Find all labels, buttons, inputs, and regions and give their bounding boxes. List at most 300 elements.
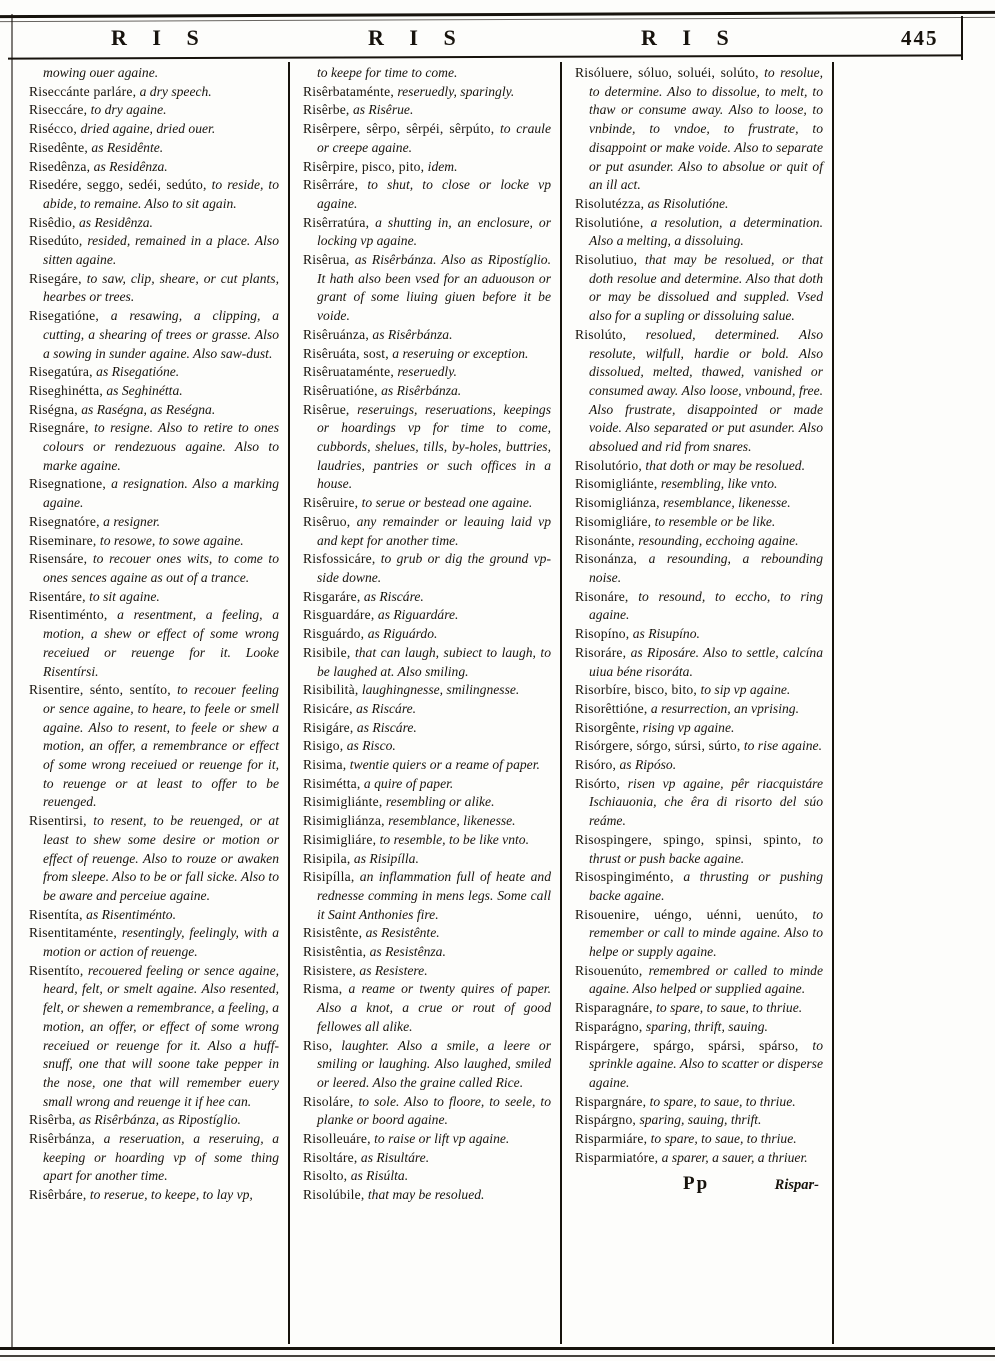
- headword: Risentiménto,: [29, 607, 108, 623]
- dictionary-entry: [29, 419, 279, 475]
- headword: Risguardáre,: [303, 607, 375, 623]
- signature-mark: Pp: [683, 1173, 710, 1195]
- dictionary-entry: [575, 1018, 823, 1037]
- definition-text: to resolue, to determine. Also to dissolue, to melt, to thaw or consume away. Also to loose, to vnbinde, to vndoe, to frustrate, to disappoint or make voide. Also to separate or put asunder. Also to absolue or quit of an ill act.: [589, 65, 824, 193]
- definition-text: as Risupíno.: [632, 626, 700, 642]
- definition-text: to resigne. Also to retire to ones colours or rendezuous againe. Also to marke againe.: [43, 420, 279, 473]
- headword: Risgaráre,: [303, 588, 361, 604]
- headword: Risparmiáre,: [575, 1131, 648, 1147]
- headword: Risegnatóre,: [29, 513, 100, 529]
- dictionary-entry: [575, 737, 823, 756]
- dictionary-entry: [29, 1186, 279, 1205]
- dictionary-entry: [303, 214, 551, 251]
- headword: Risentire, sénto, sentíto,: [29, 682, 171, 698]
- headword: Riségna,: [29, 401, 78, 417]
- dictionary-entry: [575, 532, 823, 551]
- dictionary-entry: [303, 588, 551, 607]
- definition-text: to saw, clip, sheare, or cut plants, hearbes or trees.: [43, 270, 279, 305]
- definition-text: a resounding, a rebounding noise.: [589, 551, 823, 585]
- headword: Risibilità,: [303, 682, 359, 698]
- headword: Risêrua,: [303, 252, 350, 268]
- headword: Risécco,: [29, 121, 78, 137]
- definition-text: resembling, like vnto.: [660, 476, 778, 492]
- headword: Risêrpire, pisco, pito,: [303, 158, 425, 174]
- dictionary-entry: [303, 793, 551, 812]
- headword: Risistere,: [303, 962, 356, 978]
- headword: Risfossicáre,: [303, 551, 376, 567]
- definition-text: as Risúlta.: [350, 1168, 409, 1184]
- dictionary-entry: [575, 700, 823, 719]
- dictionary-entry: [575, 719, 823, 738]
- dictionary-entry: [29, 270, 279, 307]
- dictionary-entry: [29, 214, 279, 233]
- headword: Risegatióne,: [29, 308, 99, 324]
- headword: Risentáre,: [29, 588, 86, 604]
- dictionary-column-2: [290, 62, 562, 1344]
- definition-text: as Risêrbánza. Also as Ripostíglio. It hath also been vsed for an aduouson or grant of some liuing giuen before it be voide.: [317, 252, 551, 324]
- headword: Risêrbáre,: [29, 1187, 87, 1203]
- headword: Risêrpere, sêrpo, sêrpéi, sêrpúto,: [303, 121, 495, 137]
- dictionary-entry: [303, 345, 551, 364]
- definition-text: as Ripóso.: [619, 757, 677, 773]
- dictionary-entry: [303, 775, 551, 794]
- definition-text: reseruedly.: [397, 364, 457, 380]
- dictionary-entry: [303, 83, 551, 102]
- definition-text: to sole. Also to floore, to seele, to planke or boord againe.: [317, 1093, 551, 1128]
- definition-text: remembred or called to minde againe. Also helped or supplied againe.: [589, 962, 823, 997]
- dictionary-entry: [29, 550, 279, 587]
- headword: Risopíno,: [575, 626, 630, 642]
- dictionary-entry: [303, 326, 551, 345]
- headword: Risêruáta, sost,: [303, 345, 389, 361]
- definition-text: as Riscáre.: [356, 719, 417, 735]
- definition-text: a reseruing or exception.: [392, 345, 529, 361]
- headword: Risolutiuo,: [575, 252, 638, 268]
- definition-text: a dry speech.: [139, 83, 212, 99]
- definition-text: to spare, to saue, to thriue.: [656, 1000, 803, 1016]
- definition-text: resemblance, likenesse.: [388, 813, 516, 829]
- headword: Risouenire, uéngo, uénni, uenúto,: [575, 906, 798, 922]
- dictionary-entry: [303, 924, 551, 943]
- dictionary-entry: [29, 812, 279, 906]
- dictionary-entry: [29, 120, 279, 139]
- dictionary-entry: [303, 606, 551, 625]
- headword: Risparmiatóre,: [575, 1149, 659, 1165]
- dictionary-entry: [575, 1130, 823, 1149]
- headword: Risimétta,: [303, 775, 361, 791]
- headword: Risórgere, sórgo, súrsi, súrto,: [575, 738, 741, 754]
- definition-text: resounding, ecchoing againe.: [638, 532, 799, 548]
- dictionary-entry: [29, 83, 279, 102]
- definition-text: laughter. Also a smile, a leere or smiling or laughing. Also laughed, smiled or leered. Also the graine called Rice.: [317, 1037, 551, 1090]
- definition-text: a shutting in, an enclosure, or locking vp againe.: [317, 214, 551, 249]
- dictionary-entry: [303, 513, 551, 550]
- dictionary-entry: [29, 681, 279, 812]
- headword: Risêruataménte,: [303, 364, 394, 380]
- dictionary-entry: [303, 812, 551, 831]
- headword: Risedênza,: [29, 158, 91, 174]
- headword: Risolleuáre,: [303, 1131, 371, 1147]
- dictionary-entry: [29, 906, 279, 925]
- dictionary-entry: [29, 363, 279, 382]
- headword: Risêruánza,: [303, 326, 369, 342]
- bottom-border-rule: [0, 1347, 995, 1350]
- headword: Risentíto,: [29, 962, 84, 978]
- dictionary-entry: [575, 1037, 823, 1093]
- definition-text: that doth or may be resolued.: [645, 457, 805, 473]
- definition-text: a resolution, a determination. Also a melting, a dissoluing.: [589, 214, 823, 249]
- headword: Risospingere, spingo, spinsi, spinto,: [575, 831, 802, 847]
- definition-text: to resemble or be like.: [654, 513, 776, 529]
- headword: Risedúto,: [29, 233, 83, 249]
- headword: Risouenúto,: [575, 962, 643, 978]
- headword: Risparágno,: [575, 1018, 643, 1034]
- definition-text: to rise againe.: [743, 738, 822, 754]
- headword: Risipílla,: [303, 869, 355, 885]
- headword: Risoltáre,: [303, 1149, 358, 1165]
- headword: Risguárdo,: [303, 626, 365, 642]
- left-border-rule: [11, 14, 13, 1350]
- headword: Riseccánte parláre,: [29, 83, 137, 99]
- headword: Risensáre,: [29, 551, 88, 567]
- headword: Risóro,: [575, 757, 617, 773]
- headword: Risêruo,: [303, 513, 351, 529]
- dictionary-entry: [303, 176, 551, 213]
- headword: Risêrbataménte,: [303, 83, 394, 99]
- definition-text: as Resistênza.: [369, 944, 446, 960]
- headword: Risonáre,: [575, 588, 629, 604]
- dictionary-entry: [303, 737, 551, 756]
- dictionary-entry: [575, 64, 823, 195]
- dictionary-entry: [303, 868, 551, 924]
- definition-text: as Riscáre.: [363, 588, 424, 604]
- headword: Risegnáre,: [29, 420, 89, 436]
- headword: Rispargnáre,: [575, 1093, 647, 1109]
- definition-text: a quire of paper.: [363, 775, 454, 791]
- definition-text: risen vp againe, pêr riacquistáre Ischiauonia, che êra di risorto del súo reáme.: [589, 775, 823, 829]
- headword: Risêdio,: [29, 214, 76, 230]
- running-title-center: R I S: [368, 25, 466, 50]
- dictionary-entry: [575, 775, 823, 831]
- headword: Risma,: [303, 981, 343, 997]
- dictionary-entry: [575, 457, 823, 476]
- dictionary-entry: [29, 101, 279, 120]
- headword: Risolúto,: [575, 326, 627, 342]
- dictionary-entry: [575, 588, 823, 625]
- page-header: [16, 20, 979, 56]
- dictionary-entry: [303, 644, 551, 681]
- dictionary-entry: [575, 681, 823, 700]
- definition-text: reseruedly, sparingly.: [397, 83, 515, 99]
- dictionary-entry: [303, 550, 551, 587]
- headword: Risicáre,: [303, 700, 353, 716]
- dictionary-entry: [303, 1149, 551, 1168]
- definition-text: as Risegatióne.: [96, 364, 180, 380]
- definition-text: as Risipílla.: [353, 850, 419, 866]
- dictionary-entry: [575, 625, 823, 644]
- dictionary-entry: [29, 532, 279, 551]
- definition-text: recouered feeling or sence againe, heard, felt, or smelt againe. Also resented, felt, or shewen a remembrance, a feeling, a motion, an offer, or effect of some wrong receiued or reuenge for it. Also a huff-snuff, one that will soone take pepper in the nose, one that will remember euery small wrong and reuenge it if hee can.: [43, 962, 279, 1109]
- dictionary-entry: [303, 850, 551, 869]
- definition-text: to spare, to saue, to thriue.: [649, 1093, 796, 1109]
- headword: Rispárgno,: [575, 1112, 637, 1128]
- headword: Risomigliánte,: [575, 476, 658, 492]
- definition-text: resentingly, feelingly, with a motion or action of reuenge.: [43, 925, 280, 960]
- headword: Risimigliánza,: [303, 813, 385, 829]
- dictionary-entry: [303, 158, 551, 177]
- definition-text: to remember or call to minde againe. Also to helpe or supply againe.: [589, 906, 823, 960]
- headword: Risegáre,: [29, 270, 82, 286]
- definition-text: dried againe, dried ouer.: [80, 121, 216, 137]
- bottom-border-rule-2: [0, 1355, 995, 1357]
- headword: Riseccáre,: [29, 102, 88, 118]
- headword: Risolutézza,: [575, 195, 645, 211]
- definition-text: as Riscáre.: [356, 700, 417, 716]
- definition-text: resembling or alike.: [385, 794, 495, 810]
- headword: Risolutório,: [575, 457, 642, 473]
- headword: Risegnatione,: [29, 476, 106, 492]
- definition-text: that may be resolued, or that doth resolue and determine. Also that doth or may be dissolued and suppled. Vsed also for a supling or dissoluing salue.: [589, 252, 824, 324]
- definition-text: to serue or bestead one againe.: [361, 495, 533, 511]
- dictionary-entry: [303, 681, 551, 700]
- dictionary-entry: [29, 588, 279, 607]
- dictionary-entry: [575, 494, 823, 513]
- dictionary-entry: [575, 195, 823, 214]
- definition-text: to reserue, to keepe, to lay vp,: [89, 1187, 253, 1203]
- definition-text: as Resistere.: [359, 962, 428, 978]
- dictionary-entry: [29, 307, 279, 363]
- headword: Risorbíre, bisco, bito,: [575, 682, 698, 698]
- dictionary-entry: [29, 139, 279, 158]
- headword: Risórto,: [575, 775, 621, 791]
- definition-text: as Risêrbánza.: [372, 326, 453, 342]
- dictionary-entry: [303, 943, 551, 962]
- definition-text: to resound, to eccho, to ring againe.: [589, 588, 823, 623]
- headword: Risigo,: [303, 738, 344, 754]
- definition-text: as Riguárdo.: [367, 626, 438, 642]
- dictionary-entry: [303, 831, 551, 850]
- headword: Risedére, seggo, sedéi, sedúto,: [29, 177, 207, 193]
- headword: Risêrba,: [29, 1112, 76, 1128]
- dictionary-entry: [303, 962, 551, 981]
- dictionary-entry: [303, 1037, 551, 1093]
- definition-text: resolued, determined. Also resolute, wilfull, hardie or bold. Also dissolued, melted, thawed, vanished or consumed away. Also loose, vnbound, free. Also frustrate, disappointed or made voide. Also separated or put asunder. Also absolued and rid from snares.: [589, 326, 823, 455]
- definition-text: a sparer, a sauer, a thriuer.: [661, 1149, 808, 1165]
- headword: Riso,: [303, 1037, 333, 1053]
- definition-text: resemblance, likenesse.: [663, 495, 791, 511]
- definition-text: as Residênza.: [78, 214, 153, 230]
- continuation-text: to keepe for time to come.: [317, 65, 458, 80]
- definition-text: a reame or twenty quires of paper. Also a knot, a crue or rout of good fellowes all alike.: [317, 981, 551, 1034]
- dictionary-entry: [303, 756, 551, 775]
- dictionary-entry: [303, 1130, 551, 1149]
- dictionary-entry: [575, 756, 823, 775]
- dictionary-entry: [29, 232, 279, 269]
- dictionary-entry: [303, 625, 551, 644]
- dictionary-entry: [29, 475, 279, 512]
- dictionary-entry: [303, 251, 551, 326]
- headword: Risomigliánza,: [575, 495, 660, 511]
- definition-text: laughingnesse, smilingnesse.: [361, 682, 520, 698]
- dictionary-entry: [29, 513, 279, 532]
- definition-text: a resawing, a clipping, a cutting, a shearing of trees or grasse. Also a sowing in sunder againe. Also saw-dust.: [43, 308, 279, 361]
- headword: Risipila,: [303, 850, 351, 866]
- headword: Risorgênte,: [575, 719, 640, 735]
- headword: Risolúbile,: [303, 1187, 365, 1203]
- dictionary-entry: [29, 176, 279, 213]
- dictionary-entry: [29, 924, 279, 961]
- headword: Risedênte,: [29, 139, 89, 155]
- definition-text: to sit againe.: [89, 588, 160, 604]
- headword: Risêrbánza,: [29, 1131, 95, 1147]
- definition-text: that can laugh, subiect to laugh, to be laughed at. Also smiling.: [317, 644, 551, 679]
- definition-text: twentie quiers or a reame of paper.: [349, 757, 540, 773]
- definition-text: a resigner.: [103, 513, 161, 529]
- headword: Riseghinétta,: [29, 382, 103, 398]
- running-title-right: R I S: [641, 25, 739, 50]
- dictionary-entry: [303, 719, 551, 738]
- dictionary-entry: [575, 1093, 823, 1112]
- headword: Risonánte,: [575, 532, 635, 548]
- dictionary-entry: [303, 1093, 551, 1130]
- headword: Risospingiménto,: [575, 869, 674, 885]
- right-margin: [834, 62, 991, 1344]
- headword: Risoráre,: [575, 644, 627, 660]
- dictionary-entry: [575, 475, 823, 494]
- headword: Risorêttióne,: [575, 700, 648, 716]
- headword: Risimigliánte,: [303, 794, 383, 810]
- definition-text: to recouer ones wits, to come to ones sences againe as out of a trance.: [43, 551, 279, 585]
- headword: Risentitaménte,: [29, 925, 117, 941]
- headword: Risimigliáre,: [303, 831, 377, 847]
- definition-text: resided, remained in a place. Also sitten againe.: [43, 233, 279, 268]
- dictionary-entry: [29, 382, 279, 401]
- dictionary-entry: [303, 494, 551, 513]
- headword: Riseminare,: [29, 532, 97, 548]
- definition-text: as Seghinétta.: [106, 382, 183, 398]
- definition-text: as Risêrue.: [352, 102, 414, 118]
- dictionary-entry: [303, 401, 551, 495]
- definition-text: to resowe, to sowe againe.: [99, 532, 244, 548]
- dictionary-entry: [303, 120, 551, 157]
- headword: Risoláre,: [303, 1093, 354, 1109]
- definition-text: to sip vp againe.: [700, 682, 791, 698]
- headword: Risóluere, sóluo, soluéi, solúto,: [575, 65, 759, 80]
- headword: Risima,: [303, 757, 347, 773]
- definition-text: sparing, thrift, sauing.: [645, 1018, 768, 1034]
- definition-text: to thrust or push backe againe.: [589, 831, 823, 866]
- headword: Risêrbe,: [303, 102, 350, 118]
- headword: Risentíta,: [29, 906, 83, 922]
- headword: Risêruatióne,: [303, 382, 378, 398]
- definition-text: as Risultáre.: [360, 1149, 430, 1165]
- definition-text: as Resistênte.: [365, 925, 440, 941]
- definition-text: as Residênte.: [91, 139, 164, 155]
- page-number: 445: [901, 25, 939, 50]
- headword: Risomigliáre,: [575, 513, 652, 529]
- dictionary-entry: [575, 962, 823, 999]
- headword: Risêrratúra,: [303, 214, 370, 230]
- definition-text: as Risolutióne.: [647, 195, 729, 211]
- definition-text: as Risêrbánza, as Ripostíglio.: [78, 1112, 241, 1128]
- dictionary-entry: [303, 382, 551, 401]
- headword: Risêrráre,: [303, 177, 359, 193]
- dictionary-entry: [575, 214, 823, 251]
- headword: Risêrue,: [303, 401, 350, 417]
- definition-text: an inflammation full of heate and rednesse comming in mens legs. Some call it Saint Anthonies fire.: [317, 869, 551, 922]
- entry-continuation: [29, 64, 279, 83]
- dictionary-column-3: [562, 62, 834, 1344]
- dictionary-entry: [303, 980, 551, 1036]
- definition-text: as Risentiménto.: [86, 906, 177, 922]
- dictionary-entry: [575, 251, 823, 326]
- definition-text: as Risêrbánza.: [381, 382, 462, 398]
- dictionary-entry: [303, 1186, 551, 1205]
- definition-text: to reside, to abide, to remaine. Also to sit again.: [43, 177, 279, 211]
- dictionary-entry: [575, 513, 823, 532]
- column-footer: [575, 1173, 823, 1195]
- definition-text: as Risco.: [346, 738, 396, 754]
- headword: Risonánza,: [575, 551, 638, 567]
- dictionary-columns: [16, 62, 991, 1344]
- definition-text: to resemble, to be like vnto.: [379, 831, 529, 847]
- definition-text: idem.: [427, 158, 458, 174]
- headword: Risparagnáre,: [575, 1000, 653, 1016]
- definition-text: to dry againe.: [90, 102, 167, 118]
- catchword: Rispar-: [774, 1177, 819, 1194]
- dictionary-entry: [575, 999, 823, 1018]
- definition-text: as Residênza.: [93, 158, 168, 174]
- headword: Risentirsi,: [29, 813, 87, 829]
- continuation-text: mowing ouer againe.: [43, 65, 159, 80]
- dictionary-entry: [29, 606, 279, 681]
- dictionary-entry: [575, 1111, 823, 1130]
- dictionary-column-1: [16, 62, 290, 1344]
- definition-text: a reseruation, a reseruing, a keeping or hoarding vp of some thing apart for another time.: [43, 1131, 279, 1184]
- definition-text: that may be resolued.: [367, 1187, 485, 1203]
- headword: Risegatúra,: [29, 364, 93, 380]
- definition-text: to resent, to be reuenged, or at least to shew some desire or motion or effect of reuenge. Also to rouze or awaken from sleepe. Also to be or fall sicke. Also to be aware and perceiue againe.: [43, 813, 279, 903]
- headword: Risibile,: [303, 644, 351, 660]
- dictionary-entry: [29, 1130, 279, 1186]
- definition-text: reseruings, reseruations, keepings or hoardings vp for time to come, cubbords, shelues, tills, by-holes, buttries, laudries, pantries or such offices in a house.: [317, 401, 551, 492]
- definition-text: as Raségna, as Reségna.: [81, 401, 216, 417]
- dictionary-entry: [29, 158, 279, 177]
- dictionary-entry: [303, 700, 551, 719]
- definition-text: to grub or dig the ground vp-side downe.: [317, 551, 551, 585]
- dictionary-entry: [575, 868, 823, 905]
- headword: Risolto,: [303, 1168, 348, 1184]
- dictionary-entry: [29, 401, 279, 420]
- definition-text: as Riguardáre.: [377, 607, 459, 623]
- dictionary-entry: [575, 831, 823, 868]
- definition-text: a resurrection, an vprising.: [650, 700, 799, 716]
- dictionary-entry: [29, 1111, 279, 1130]
- dictionary-entry: [303, 363, 551, 382]
- headword: Risistêntia,: [303, 944, 367, 960]
- dictionary-entry: [575, 1149, 823, 1168]
- definition-text: as Riposáre. Also to settle, calcína uiua béne risoráta.: [589, 644, 823, 679]
- entry-continuation: [303, 64, 551, 83]
- definition-text: a resentment, a feeling, a motion, a shew or effect of some wrong receiued or reuenge for it. Looke Risentírsi.: [43, 607, 279, 679]
- headword: Rispárgere, spárgo, spársi, spárso,: [575, 1037, 799, 1053]
- headword: Risigáre,: [303, 719, 354, 735]
- headword: Risistênte,: [303, 925, 363, 941]
- definition-text: to craule or creepe againe.: [317, 121, 551, 155]
- dictionary-entry: [303, 1167, 551, 1186]
- dictionary-entry: [575, 644, 823, 681]
- dictionary-entry: [575, 326, 823, 457]
